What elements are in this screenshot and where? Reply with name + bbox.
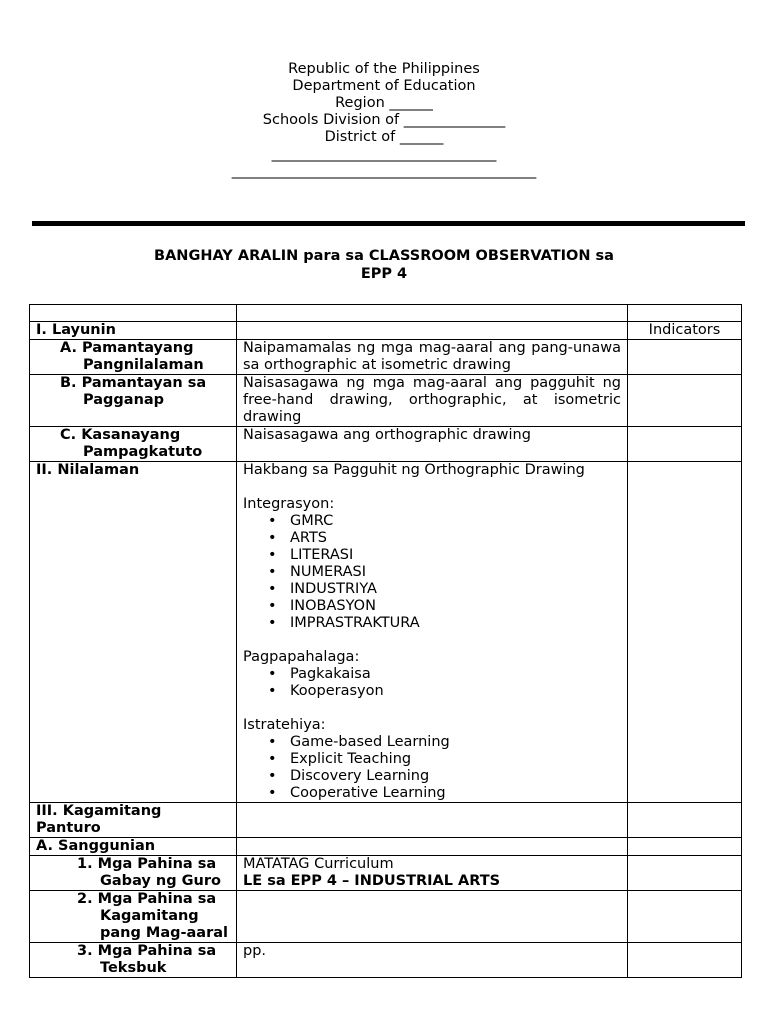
header-blank-line-1: _______________________________: [271, 146, 497, 162]
table-row-kagamitang-panturo: [30, 803, 742, 838]
list-item: • GMRC: [290, 513, 621, 530]
teksbuk-content: pp.: [237, 943, 628, 978]
gabay-ng-guro-label: 1. Mga Pahina sa Gabay ng Guro: [77, 856, 221, 889]
indicator-cell-sanggunian: [628, 838, 742, 856]
page-title: [0, 247, 768, 283]
title-line-2: EPP 4: [360, 266, 408, 282]
nilalaman-topic: Hakbang sa Pagguhit ng Orthographic Drawing: [243, 462, 585, 478]
pamantayang-pangnilalaman-content: Naipamamalas ng mga mag-aaral ang pang-unawa sa orthographic at isometric drawing: [237, 340, 628, 375]
header-department: Department of Education: [292, 78, 476, 94]
table-row-sanggunian: [30, 838, 742, 856]
sanggunian-content: [237, 838, 628, 856]
indicator-cell-mag-aaral: [628, 891, 742, 943]
table-row-kagamitang-mag-aaral: [30, 891, 742, 943]
pagpapahalaga-list: [243, 666, 621, 700]
list-item: • Kooperasyon: [290, 683, 621, 700]
indicators-header: Indicators: [628, 322, 742, 340]
kagamitang-mag-aaral-label: 2. Mga Pahina sa Kagamitang pang Mag-aaral: [77, 891, 229, 941]
table-row-pamantayan-sa-pagganap: [30, 375, 742, 427]
header-divider: [32, 221, 745, 226]
layunin-content: [237, 322, 628, 340]
indicator-cell-nilalaman: [628, 462, 742, 803]
header-district: District of ______: [324, 129, 444, 145]
layunin-label: I. Layunin: [30, 322, 237, 340]
list-item: • ARTS: [290, 530, 621, 547]
indicator-cell-gabay: [628, 856, 742, 891]
kagamitang-panturo-content: [237, 803, 628, 838]
indicator-cell-kagamitan: [628, 803, 742, 838]
header-republic: Republic of the Philippines: [288, 61, 480, 77]
table-row-teksbuk: [30, 943, 742, 978]
header-schools-division: Schools Division of ______________: [262, 112, 506, 128]
indicator-cell-teksbuk: [628, 943, 742, 978]
nilalaman-content: [237, 462, 628, 803]
table-row-pamantayang-pangnilalaman: [30, 340, 742, 375]
istratehiya-label: Istratehiya:: [243, 717, 326, 733]
lesson-plan-table: [29, 304, 742, 978]
header-blank-line-2: __________________________________________: [231, 163, 537, 179]
list-item: • INDUSTRIYA: [290, 581, 621, 598]
header-region: Region ______: [335, 95, 433, 111]
list-item: • IMPRASTRAKTURA: [290, 615, 621, 632]
pamantayan-sa-pagganap-label: B. Pamantayan sa Pagganap: [60, 375, 207, 408]
kagamitang-panturo-label: III. Kagamitang Panturo: [30, 803, 237, 838]
list-item: • Game-based Learning: [290, 734, 621, 751]
cell-blank-1: [30, 305, 237, 322]
table-row-gabay-ng-guro: [30, 856, 742, 891]
gabay-ng-guro-learning-exemplar: LE sa EPP 4 – INDUSTRIAL ARTS: [243, 873, 501, 889]
kasanayang-pampagkatuto-content: Naisasagawa ang orthographic drawing: [237, 427, 628, 462]
indicator-cell-a: [628, 340, 742, 375]
teksbuk-label: 3. Mga Pahina sa Teksbuk: [77, 943, 217, 976]
istratehiya-list: [243, 734, 621, 802]
gabay-ng-guro-content: [237, 856, 628, 891]
list-item: • INOBASYON: [290, 598, 621, 615]
kasanayang-pampagkatuto-label: C. Kasanayang Pampagkatuto: [60, 427, 203, 460]
cell-blank-3: [628, 305, 742, 322]
indicator-cell-b: [628, 375, 742, 427]
list-item: • Cooperative Learning: [290, 785, 621, 802]
gabay-ng-guro-curriculum: MATATAG Curriculum: [243, 856, 394, 872]
indicator-cell-c: [628, 427, 742, 462]
list-item: • LITERASI: [290, 547, 621, 564]
nilalaman-label: II. Nilalaman: [30, 462, 237, 803]
table-row-blank: [30, 305, 742, 322]
title-line-1: BANGHAY ARALIN para sa CLASSROOM OBSERVATION sa: [154, 248, 614, 264]
list-item: • Pagkakaisa: [290, 666, 621, 683]
pamantayan-sa-pagganap-content: Naisasagawa ng mga mag-aaral ang pagguhit ng free-hand drawing, orthographic, at isometric drawing: [237, 375, 628, 427]
sanggunian-label: A. Sanggunian: [30, 838, 237, 856]
integrasyon-label: Integrasyon:: [243, 496, 335, 512]
pamantayang-pangnilalaman-label: A. Pamantayang Pangnilalaman: [60, 340, 204, 373]
document-header: [0, 61, 768, 180]
kagamitang-mag-aaral-content: [237, 891, 628, 943]
pagpapahalaga-label: Pagpapahalaga:: [243, 649, 360, 665]
table-row-kasanayang-pampagkatuto: [30, 427, 742, 462]
list-item: • NUMERASI: [290, 564, 621, 581]
list-item: • Explicit Teaching: [290, 751, 621, 768]
table-row-layunin: [30, 322, 742, 340]
table-row-nilalaman: [30, 462, 742, 803]
integrasyon-list: [243, 513, 621, 632]
list-item: • Discovery Learning: [290, 768, 621, 785]
cell-blank-2: [237, 305, 628, 322]
